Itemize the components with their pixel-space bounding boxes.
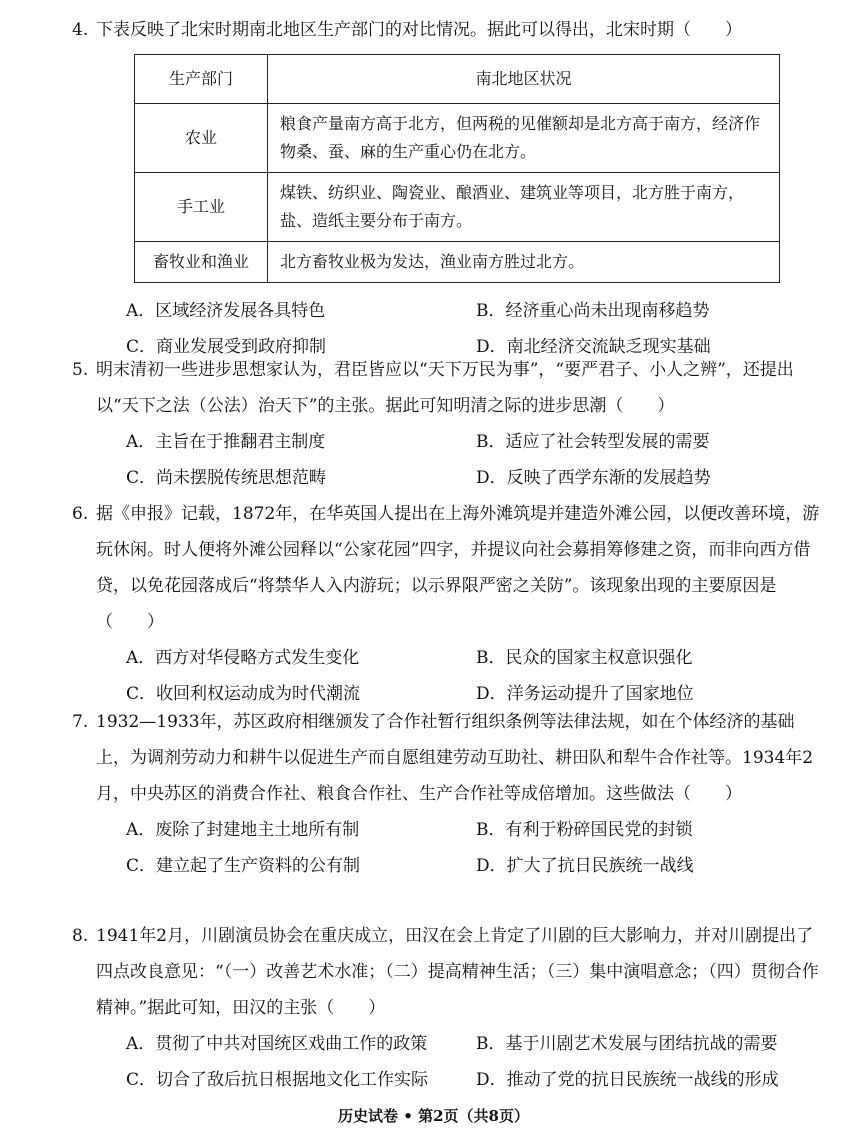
table-cell-sector: 畜牧业和渔业 <box>135 242 268 283</box>
option-c[interactable]: C．建立起了生产资料的公有制 <box>126 856 361 876</box>
question-number: 7. <box>72 712 89 732</box>
question-number: 5. <box>72 360 89 380</box>
table-header: 生产部门 <box>135 55 268 104</box>
option-c[interactable]: C．切合了敌后抗日根据地文化工作实际 <box>126 1070 429 1090</box>
question-stem: 据《申报》记载，1872年，在华英国人提出在上海外滩筑堤并建造外滩公园，以便改善环境，游玩休闲。时人便将外滩公园释以“公家花园”四字，并提议向社会募捐筹修建之资，而非向西方借贷，以免花园落成后“将禁华人入内游玩；以示界限严密之关防”。该现象出现的主要原因是（ ） <box>96 504 820 632</box>
table-row <box>135 104 780 173</box>
option-d[interactable]: D．南北经济交流缺乏现实基础 <box>476 337 711 357</box>
question-stem: 1932—1933年，苏区政府相继颁发了合作社暂行组织条例等法律法规，如在个体经济的基础上，为调剂劳动力和耕牛以促进生产而自愿组建劳动互助社、耕田队和犁牛合作社等。1934年2月，中央苏区的消费合作社、粮食合作社、生产合作社等成倍增加。这些做法（ ） <box>96 712 814 804</box>
option-c[interactable]: C．收回利权运动成为时代潮流 <box>126 684 361 704</box>
table-row <box>135 173 780 242</box>
question-number: 6. <box>72 504 89 524</box>
question-6 <box>72 496 826 712</box>
option-a[interactable]: A．西方对华侵略方式发生变化 <box>126 648 360 668</box>
options-grid <box>126 640 826 712</box>
option-b[interactable]: B．经济重心尚未出现南移趋势 <box>476 301 710 321</box>
option-b[interactable]: B．民众的国家主权意识强化 <box>476 648 693 668</box>
option-d[interactable]: D．洋务运动提升了国家地位 <box>476 684 694 704</box>
option-a[interactable]: A．废除了封建地主土地所有制 <box>126 820 360 840</box>
question-number: 8. <box>72 926 89 946</box>
option-d[interactable]: D．扩大了抗日民族统一战线 <box>476 856 694 876</box>
option-b[interactable]: B．有利于粉碎国民党的封锁 <box>476 820 693 840</box>
question-8 <box>72 918 826 1098</box>
question-stem: 1941年2月，川剧演员协会在重庆成立，田汉在会上肯定了川剧的巨大影响力，并对川剧提出了四点改良意见：“（一）改善艺术水准；（二）提高精神生活；（三）集中演唱意念；（四）贯彻合作精神。”据此可知，田汉的主张（ ） <box>96 926 819 1018</box>
question-5 <box>72 352 826 496</box>
table-cell-desc: 粮食产量南方高于北方，但两税的见催额却是北方高于南方，经济作物桑、蚕、麻的生产重心仍在北方。 <box>268 104 780 173</box>
table-header-row <box>135 55 780 104</box>
question-7 <box>72 704 826 884</box>
table-cell-sector: 手工业 <box>135 173 268 242</box>
table-row <box>135 242 780 283</box>
comparison-table <box>134 54 780 283</box>
options-grid <box>126 424 826 496</box>
options-grid <box>126 812 826 884</box>
option-d[interactable]: D．推动了党的抗日民族统一战线的形成 <box>476 1070 779 1090</box>
question-stem: 下表反映了北宋时期南北地区生产部门的对比情况。据此可以得出，北宋时期（ ） <box>96 20 742 40</box>
option-d[interactable]: D．反映了西学东渐的发展趋势 <box>476 468 711 488</box>
option-b[interactable]: B．基于川剧艺术发展与团结抗战的需要 <box>476 1034 778 1054</box>
question-number: 4. <box>72 20 89 40</box>
question-4 <box>72 12 826 365</box>
question-stem: 明末清初一些进步思想家认为，君臣皆应以“天下万民为事”，“要严君子、小人之辨”，还提出以“天下之法（公法）治天下”的主张。据此可知明清之际的进步思潮（ ） <box>96 360 794 416</box>
page-footer: 历史试卷 • 第2页（共8页） <box>338 1107 529 1125</box>
table-cell-desc: 北方畜牧业极为发达，渔业南方胜过北方。 <box>268 242 780 283</box>
table-cell-desc: 煤铁、纺织业、陶瓷业、酿酒业、建筑业等项目，北方胜于南方，盐、造纸主要分布于南方。 <box>268 173 780 242</box>
option-a[interactable]: A．主旨在于推翻君主制度 <box>126 432 326 452</box>
table-header: 南北地区状况 <box>268 55 780 104</box>
option-a[interactable]: A．贯彻了中共对国统区戏曲工作的政策 <box>126 1034 428 1054</box>
option-b[interactable]: B．适应了社会转型发展的需要 <box>476 432 710 452</box>
option-c[interactable]: C．尚未摆脱传统思想范畴 <box>126 468 327 488</box>
option-a[interactable]: A．区域经济发展各具特色 <box>126 301 326 321</box>
table-cell-sector: 农业 <box>135 104 268 173</box>
options-grid <box>126 1026 826 1098</box>
option-c[interactable]: C．商业发展受到政府抑制 <box>126 337 327 357</box>
